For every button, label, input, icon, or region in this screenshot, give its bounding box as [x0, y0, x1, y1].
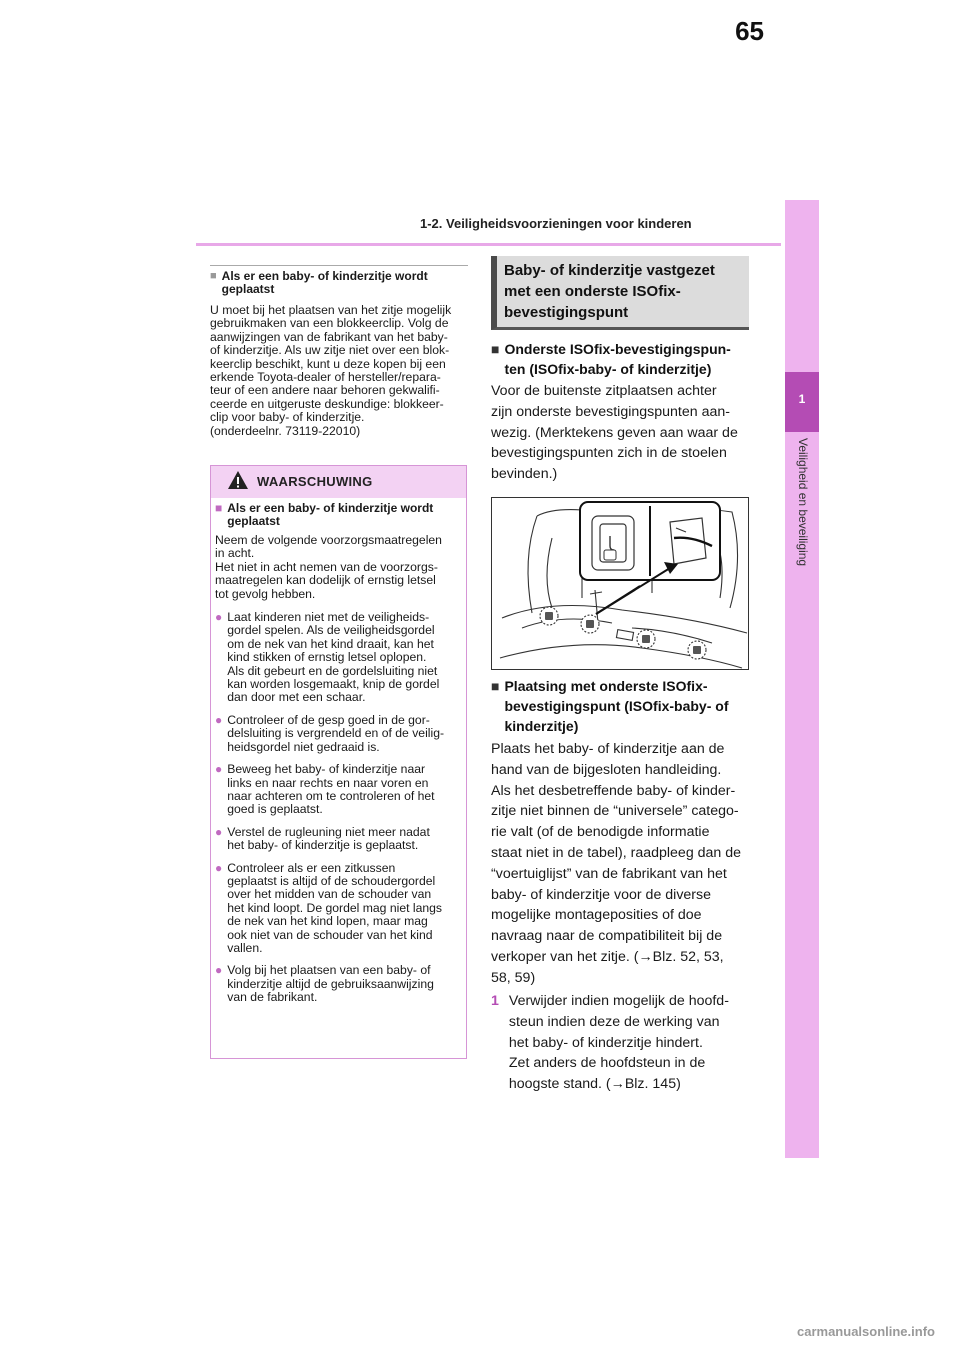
warning-item [215, 763, 463, 817]
warning-content [215, 502, 463, 1005]
item-line: over het midden van de schouder van [227, 887, 432, 902]
item-line: kinderzitje altijd de gebruiksaanwijzing [227, 976, 434, 991]
circle-bullet-icon: ● [215, 963, 223, 978]
item-line: dan door met een schaar. [227, 690, 366, 705]
left-line: of kinderzitje. Als uw zitje niet over een blok- [210, 343, 450, 358]
intro-line: Het niet in acht nemen van de voorzorgs- [215, 559, 438, 574]
subheading-line: Plaatsing met onderste ISOfix- [504, 678, 708, 694]
intro-line: maatregelen kan dodelijk of ernstig letsel [215, 573, 436, 588]
subheading-line: ten (ISOfix-baby- of kinderzitje) [504, 361, 712, 377]
item-line: van de fabrikant. [227, 990, 318, 1005]
warning-item [215, 714, 463, 754]
intro-line: Neem de volgende voorzorgsmaatregelen [215, 533, 442, 547]
para-line: hand van de bijgesloten handleiding. [491, 761, 722, 778]
left-line: ceerde en uitgeruste deskundige: blokkeer- [210, 396, 444, 411]
para-line: verkoper van het zitje. (→Blz. 52, 53, [491, 948, 724, 965]
left-line: clip voor baby- of kinderzitje. [210, 410, 365, 425]
section-heading [504, 260, 744, 323]
intro-line: tot gevolg hebben. [215, 586, 316, 601]
step-line: hoogste stand. (→Blz. 145) [508, 1076, 681, 1093]
warning-item [215, 964, 463, 1004]
para-line: wezig. (Merktekens geven aan waar de [491, 424, 738, 441]
item-line: heidsgordel niet gedraaid is. [227, 739, 380, 754]
para-line: zitje niet binnen de “universele” catego- [491, 803, 739, 820]
step-1 [491, 991, 755, 1095]
chapter-tab-strip [785, 200, 819, 1158]
item-line: geplaatst is altijd of de schoudergordel [227, 873, 436, 888]
left-line: (onderdeelnr. 73119-22010) [210, 423, 361, 438]
heading-line: Baby- of kinderzitje vastgezet [504, 262, 715, 279]
warning-item [215, 862, 463, 956]
item-line: kan worden losgemaakt, knip de gordel [227, 677, 440, 692]
para-isofix-points [491, 381, 753, 485]
item-line: het kind loopt. De gordel mag niet langs [227, 900, 443, 915]
para-line: bevinden.) [491, 466, 558, 483]
step-line: steun indien deze de werking van [508, 1013, 720, 1030]
left-line: teur of een andere naar behoren gekwalifi- [210, 383, 440, 398]
item-line: Controleer of de gesp goed in de gor- [227, 712, 430, 727]
warning-intro [215, 534, 463, 601]
para-line: Plaats het baby- of kinderzitje aan de [491, 741, 725, 757]
subheading-line: bevestigingspunt (ISOfix-baby- of [504, 698, 729, 714]
circle-bullet-icon: ● [215, 824, 223, 839]
chapter-label: Veiligheid en beveiliging [796, 438, 810, 567]
warning-heading: Als er een baby- of kinderzitje wordt geplaatst [227, 501, 434, 528]
subheading-isofix-mounting [491, 676, 751, 736]
para-line: zijn onderste bevestigingspunten aan- [491, 403, 730, 420]
left-line: erkende Toyota-dealer of hersteller/repara- [210, 370, 441, 385]
square-bullet-icon: ■ [215, 501, 223, 515]
item-line: vallen. [227, 940, 263, 955]
warning-title: WAARSCHUWING [257, 474, 373, 489]
left-line: keerclip beschikt, kunt u deze kopen bij een [210, 356, 446, 371]
left-line: U moet bij het plaatsen van het zitje mogelijk [210, 303, 452, 317]
step-line: het baby- of kinderzitje hindert. [508, 1034, 703, 1051]
left-heading: Als er een baby- of kinderzitje wordt geplaatst [221, 269, 428, 296]
watermark: carmanualsonline.info [797, 1324, 935, 1339]
para-line: bevestigingspunten zich in de stoelen [491, 445, 727, 462]
warning-item [215, 611, 463, 705]
subheading-isofix-points [491, 339, 751, 379]
left-paragraph [210, 304, 470, 438]
heading-line: met een onderste ISOfix- [504, 283, 681, 300]
left-line: aanwijzingen van de fabrikant van het baby- [210, 329, 448, 344]
para-isofix-mounting [491, 739, 755, 989]
item-line: delsluiting is vergrendeld en of de veilig- [227, 726, 445, 741]
square-bullet-icon: ■ [210, 270, 217, 282]
para-line: navraag naar de compatibiliteit bij de [491, 928, 723, 945]
item-line: ook niet van de schouder van het kind [227, 927, 433, 942]
para-line: Als het desbetreffende baby- of kinder- [491, 782, 736, 799]
item-line: goed is geplaatst. [227, 802, 323, 817]
seat-isofix-illustration [491, 497, 749, 670]
item-line: Volg bij het plaatsen van een baby- of [227, 963, 431, 978]
section-title: 1-2. Veiligheidsvoorzieningen voor kinderen [420, 216, 692, 231]
para-line: staat niet in de tabel), raadpleeg dan de [491, 844, 742, 861]
item-line: naar achteren om te controleren of het [227, 788, 435, 803]
item-line: links en naar rechts en naar voren en [227, 775, 429, 790]
circle-bullet-icon: ● [215, 762, 223, 777]
step-line: Verwijder indien mogelijk de hoofd- [508, 993, 729, 1009]
square-bullet-icon: ■ [491, 678, 500, 694]
para-line: rie valt (of de benodigde informatie [491, 824, 710, 841]
para-line: 58, 59) [491, 969, 536, 986]
heading-line: bevestigingspunt [504, 304, 629, 321]
circle-bullet-icon: ● [215, 860, 223, 875]
para-line: baby- of kinderzitje voor de diverse [491, 886, 712, 903]
item-line: om de nek van het kind draait, kan het [227, 636, 434, 651]
left-line: gebruikmaken van een blokkeerclip. Volg de [210, 316, 449, 331]
item-line: gordel spelen. Als de veiligheidsgordel [227, 623, 435, 638]
rear-seat-icon [492, 498, 748, 669]
square-bullet-icon: ■ [491, 341, 500, 357]
item-line: het baby- of kinderzitje is geplaatst. [227, 838, 419, 853]
page-number: 65 [735, 16, 764, 46]
intro-line: in acht. [215, 546, 255, 561]
item-line: Als dit gebeurt en de gordelsluiting niet [227, 663, 438, 678]
item-line: Controleer als er een zitkussen [227, 860, 396, 875]
warning-item [215, 826, 463, 853]
item-line: kind stikken of ernstig letsel oplopen. [227, 650, 427, 665]
circle-bullet-icon: ● [215, 712, 223, 727]
step-line: Zet anders de hoofdsteun in de [508, 1055, 706, 1072]
subheading-line: Onderste ISOfix-bevestigingspun- [504, 341, 731, 357]
header-rule [196, 243, 781, 246]
item-line: Laat kinderen niet met de veiligheids- [227, 610, 430, 625]
left-top-rule [210, 265, 468, 266]
chapter-number: 1 [798, 392, 806, 406]
para-line: “voertuiglijst” van de fabrikant van het [491, 865, 727, 882]
circle-bullet-icon: ● [215, 610, 223, 625]
left-heading-block [210, 270, 468, 296]
subheading-line: kinderzitje) [504, 718, 579, 734]
para-line: Voor de buitenste zitplaatsen achter [491, 383, 717, 399]
item-line: Beweeg het baby- of kinderzitje naar [227, 762, 426, 777]
para-line: mogelijke montageposities of doe [491, 907, 702, 924]
item-line: de nek van het kind lopen, maar mag [227, 914, 428, 929]
step-number: 1 [491, 993, 499, 1009]
warning-triangle-icon [227, 470, 249, 490]
item-line: Verstel de rugleuning niet meer nadat [227, 824, 430, 839]
